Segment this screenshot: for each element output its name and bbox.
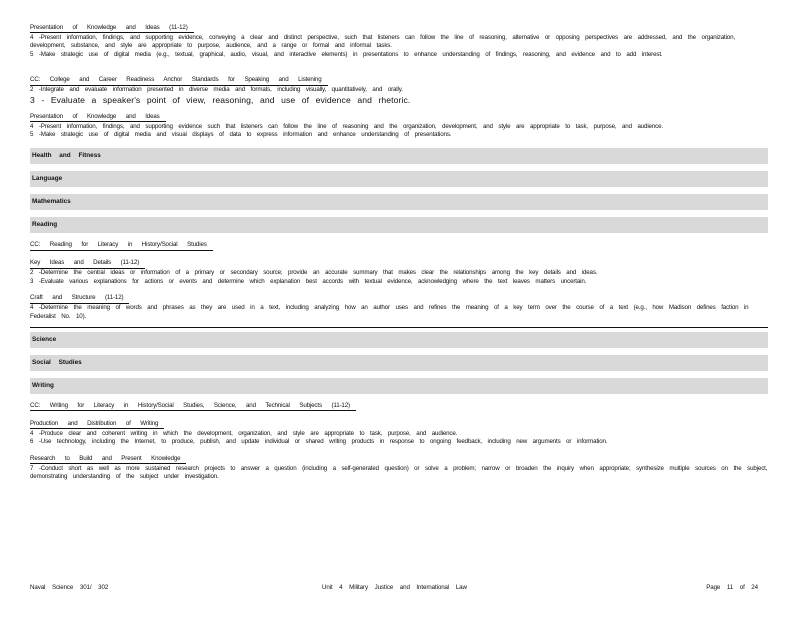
footer-unit: Unit 4 Military Justice and International Law [322,584,467,591]
divider [30,327,768,328]
standard-item: 5 -Make strategic use of digital media (e.g., textual, graphical, audio, visual, and interactive elements) in presentations to enhance understanding of findings, reasoning, and evidence and to add interest. [30,50,663,58]
standard-item: 4 -Present information, findings, and supporting evidence such that listeners can follow the line of reasoning and the organization, development, and style are appropriate to task, purpose, and audience. [30,122,663,130]
section-heading: Presentation of Knowledge and Ideas (11-12) [30,24,194,33]
section-heading: CC: Reading for Literacy in History/Social Studies [30,241,213,250]
section-heading: CC: Writing for Literacy in History/Social Studies, Science, and Technical Subjects (11-12) [30,402,356,411]
subject-bar-health: Health and Fitness [30,148,768,164]
subject-bar-mathematics: Mathematics [30,194,768,210]
standard-item: 6 -Use technology, including the Internet, to produce, publish, and update individual or shared writing products in response to ongoing feedback, including new arguments or information. [30,438,608,446]
subject-bar-science: Science [30,332,768,348]
subsection-heading: Presentation of Knowledge and Ideas [30,113,166,122]
subject-bar-social-studies: Social Studies [30,355,768,371]
subsection-heading: Craft and Structure (11-12) [30,294,129,303]
subject-bar-language: Language [30,171,768,187]
standard-item: 7 -Conduct short as well as more sustained research projects to answer a question (including a self-generated question) or solve a problem; narrow or broaden the inquiry when appropriate; synthesize multiple sources on the subject, demonstrating understanding of the subject under investigation. [30,464,768,481]
standard-item: 4 -Produce clear and coherent writing in which the development, organization, and style are appropriate to task, purpose, and audience. [30,430,458,438]
footer-course: Naval Science 301/ 302 [30,584,109,591]
section-heading: CC: College and Career Readiness Anchor Standards for Speaking and Listening [30,76,328,85]
standard-item: 5 -Make strategic use of digital media and visual displays of data to express information and enhance understanding of presentations. [30,131,452,139]
standard-item: 4 -Determine the meaning of words and phrases as they are used in a text, including analyzing how an author uses and refines the meaning of a key term over the course of a text (e.g., how Madison defines faction in Federalist No. 10). [30,304,749,320]
standards-content [30,16,768,482]
subject-bar-reading: Reading [30,217,768,233]
standard-item: 4 -Present information, findings, and supporting evidence, conveying a clear and distinct perspective, such that listeners can follow the line of reasoning, alternative or opposing perspectives are addressed, and the organization, development, substance, and style are appropriate to purpose, audience, and a range or formal and informal tasks. [30,34,735,50]
subject-bar-writing: Writing [30,378,768,394]
subsection-heading: Production and Distribution of Writing [30,420,164,429]
standard-item-emphasis: 3 - Evaluate a speaker's point of view, reasoning, and use of evidence and rhetoric. [30,94,411,105]
standard-item: 2 -Determine the central ideas or information of a primary or secondary source; provide an accurate summary that makes clear the relationships among the key details and ideas. [30,269,598,277]
standard-item: 3 -Evaluate various explanations for actions or events and determine which explanation best accords with textual evidence, acknowledging where the text leaves matters uncertain. [30,277,587,285]
subsection-heading: Key Ideas and Details (11-12) [30,259,145,268]
subsection-heading: Research to Build and Present Knowledge [30,455,186,464]
footer-page-number: Page 11 of 24 [706,584,758,591]
standard-item: 2 -Integrate and evaluate information presented in diverse media and formats, including visually, quantitatively, and orally. [30,86,403,94]
